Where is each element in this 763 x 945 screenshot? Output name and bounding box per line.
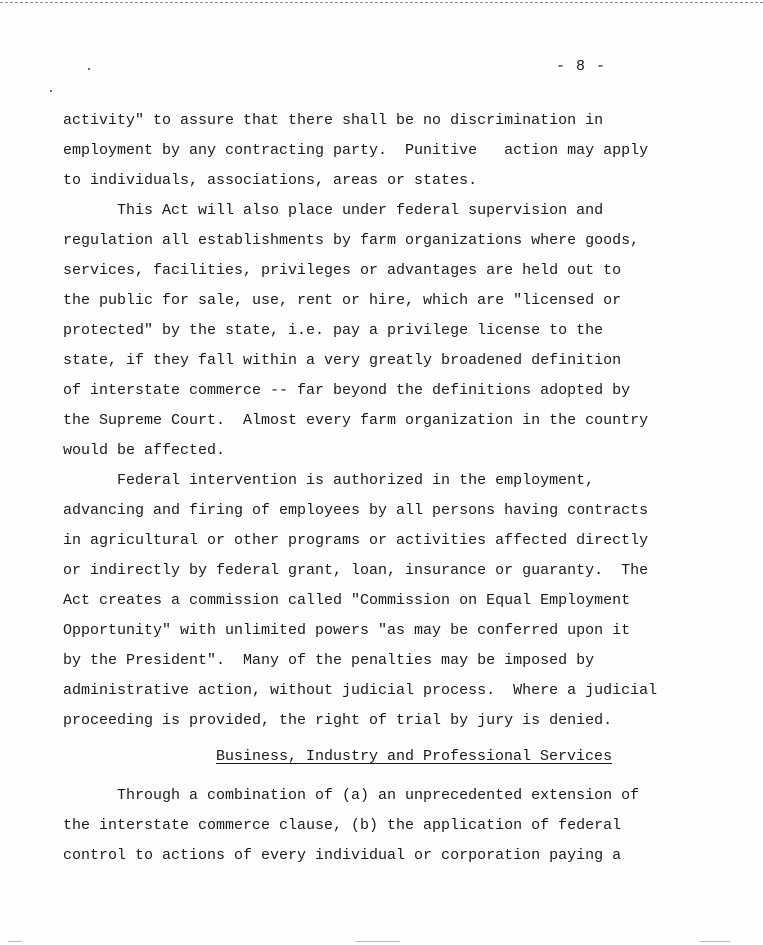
stray-mark — [88, 68, 90, 70]
page-top-edge — [0, 2, 763, 3]
text-line: protected" by the state, i.e. pay a privilege license to the — [63, 322, 604, 339]
text-line: Act creates a commission called "Commission on Equal Employment — [63, 592, 631, 609]
text-line: regulation all establishments by farm organizations where goods, — [63, 232, 640, 249]
page-number: - 8 - — [556, 58, 607, 75]
text-line: the interstate commerce clause, (b) the application of federal — [63, 817, 622, 834]
text-line: activity" to assure that there shall be no discrimination in — [63, 112, 604, 129]
text-line: proceeding is provided, the right of trial by jury is denied. — [63, 712, 613, 729]
section-heading: Business, Industry and Professional Services — [216, 748, 613, 765]
text-line: Federal intervention is authorized in the employment, — [63, 472, 595, 489]
text-line: control to actions of every individual or corporation paying a — [63, 847, 622, 864]
stray-mark — [50, 90, 52, 92]
text-line: Through a combination of (a) an unprecedented extension of — [63, 787, 640, 804]
text-line: state, if they fall within a very greatly broadened definition — [63, 352, 622, 369]
text-line: would be affected. — [63, 442, 226, 459]
text-line: services, facilities, privileges or advantages are held out to — [63, 262, 622, 279]
text-line: by the President". Many of the penalties may be imposed by — [63, 652, 595, 669]
text-line: Opportunity" with unlimited powers "as may be conferred upon it — [63, 622, 631, 639]
text-line: This Act will also place under federal supervision and — [63, 202, 604, 219]
text-line: the Supreme Court. Almost every farm organization in the country — [63, 412, 649, 429]
scan-artifact — [8, 941, 22, 942]
text-line: the public for sale, use, rent or hire, which are "licensed or — [63, 292, 622, 309]
text-line: in agricultural or other programs or activities affected directly — [63, 532, 649, 549]
text-line: to individuals, associations, areas or states. — [63, 172, 478, 189]
scan-artifact — [356, 941, 400, 942]
text-line: of interstate commerce -- far beyond the definitions adopted by — [63, 382, 631, 399]
text-line: or indirectly by federal grant, loan, insurance or guaranty. The — [63, 562, 649, 579]
text-line: employment by any contracting party. Punitive action may apply — [63, 142, 649, 159]
text-line: advancing and firing of employees by all persons having contracts — [63, 502, 649, 519]
scan-artifact — [700, 941, 730, 942]
text-line: administrative action, without judicial process. Where a judicial — [63, 682, 658, 699]
